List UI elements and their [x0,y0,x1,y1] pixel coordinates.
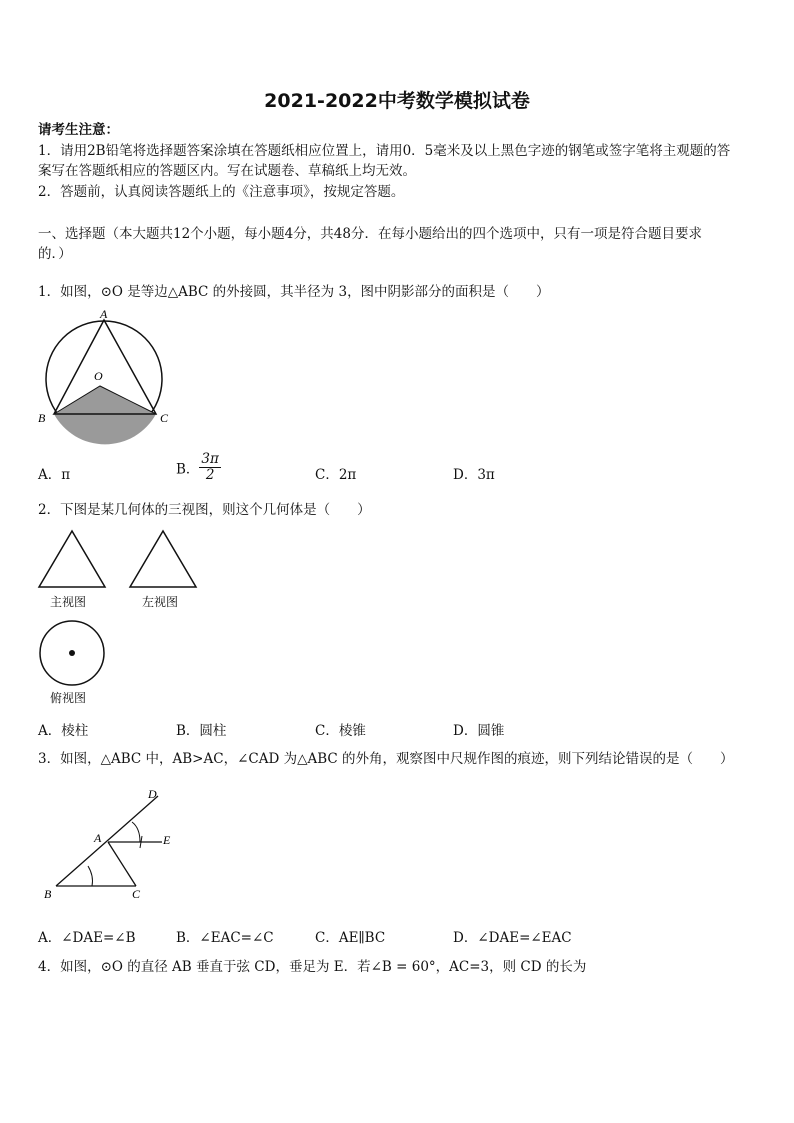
label-a: A [100,307,108,321]
label-a: A [94,831,102,845]
q2-option-d: D．圆锥 [453,723,505,739]
label-e: E [163,833,171,847]
q2-left-view [127,528,199,590]
line-bd [56,796,158,886]
label-o: O [94,369,103,383]
q1-option-d: D．3π [453,467,495,483]
q2-option-a: A．棱柱 [38,723,89,739]
q2-caption-front: 主视图 [50,595,87,609]
q3-option-c: C．AE∥BC [315,930,386,946]
shaded-triangle-obc [54,386,156,414]
q2-caption-top: 俯视图 [50,691,87,705]
shaded-segment [54,414,156,444]
arc-at-b [88,866,93,886]
notice-item1-line1: 1．请用2B铅笔将选择题答案涂填在答题纸相应位置上，请用0．5毫米及以上黑色字迹的钢笔或签字笔将主观题的答 [38,143,731,159]
arc-at-a [132,822,140,842]
fraction-denominator: 2 [205,467,215,483]
notice-item2: 2．答题前，认真阅读答题纸上的《注意事项》，按规定答题。 [38,184,405,200]
notice-item1-line2: 案写在答题纸相应的答题区内。写在试题卷、草稿纸上均无效。 [38,163,416,179]
q2-stem: 2．下图是某几何体的三视图，则这个几何体是（ ） [38,502,371,518]
q4-stem: 4．如图，⊙O 的直径 AB 垂直于弦 CD，垂足为 E．若∠B = 60°，AC=3，则 CD 的长为 [38,959,587,975]
q3-option-d: D．∠DAE=∠EAC [453,930,572,946]
q2-option-b: B．圆柱 [176,723,227,739]
section1-heading-line2: 的．） [38,246,72,262]
q2-option-c: C．棱锥 [315,723,366,739]
label-c: C [160,411,169,425]
q1-option-b-fraction [199,452,220,483]
q2-top-view [36,618,108,690]
q1-figure [30,302,180,452]
q2-front-view [36,528,108,590]
q1-option-b [176,452,221,483]
page-title: 2021-2022中考数学模拟试卷 [264,90,530,112]
q3-stem: 3．如图，△ABC 中，AB>AC，∠CAD 为△ABC 的外角，观察图中尺规作图的痕迹，则下列结论错误的是（ ） [38,751,734,767]
side-ac [108,842,136,886]
label-c: C [132,887,141,901]
q2-caption-left: 左视图 [142,595,179,609]
notice-heading: 请考生注意： [38,122,119,138]
label-b: B [44,887,52,901]
q3-figure [36,784,196,906]
q1-option-b-prefix: B． [176,461,200,478]
q1-stem: 1．如图，⊙O 是等边△ABC 的外接圆，其半径为 3，图中阴影部分的面积是（ ） [38,284,550,300]
fraction-numerator: 3π [201,451,219,467]
label-b: B [38,411,46,425]
q1-option-c: C．2π [315,467,357,483]
q3-option-b: B．∠EAC=∠C [176,930,274,946]
q1-option-a: A．π [38,467,71,483]
label-d: D [148,787,157,801]
section1-heading-line1: 一、选择题（本大题共12个小题，每小题4分，共48分．在每小题给出的四个选项中，只有一项是符合题目要求 [38,226,702,242]
q3-option-a: A．∠DAE=∠B [38,930,136,946]
